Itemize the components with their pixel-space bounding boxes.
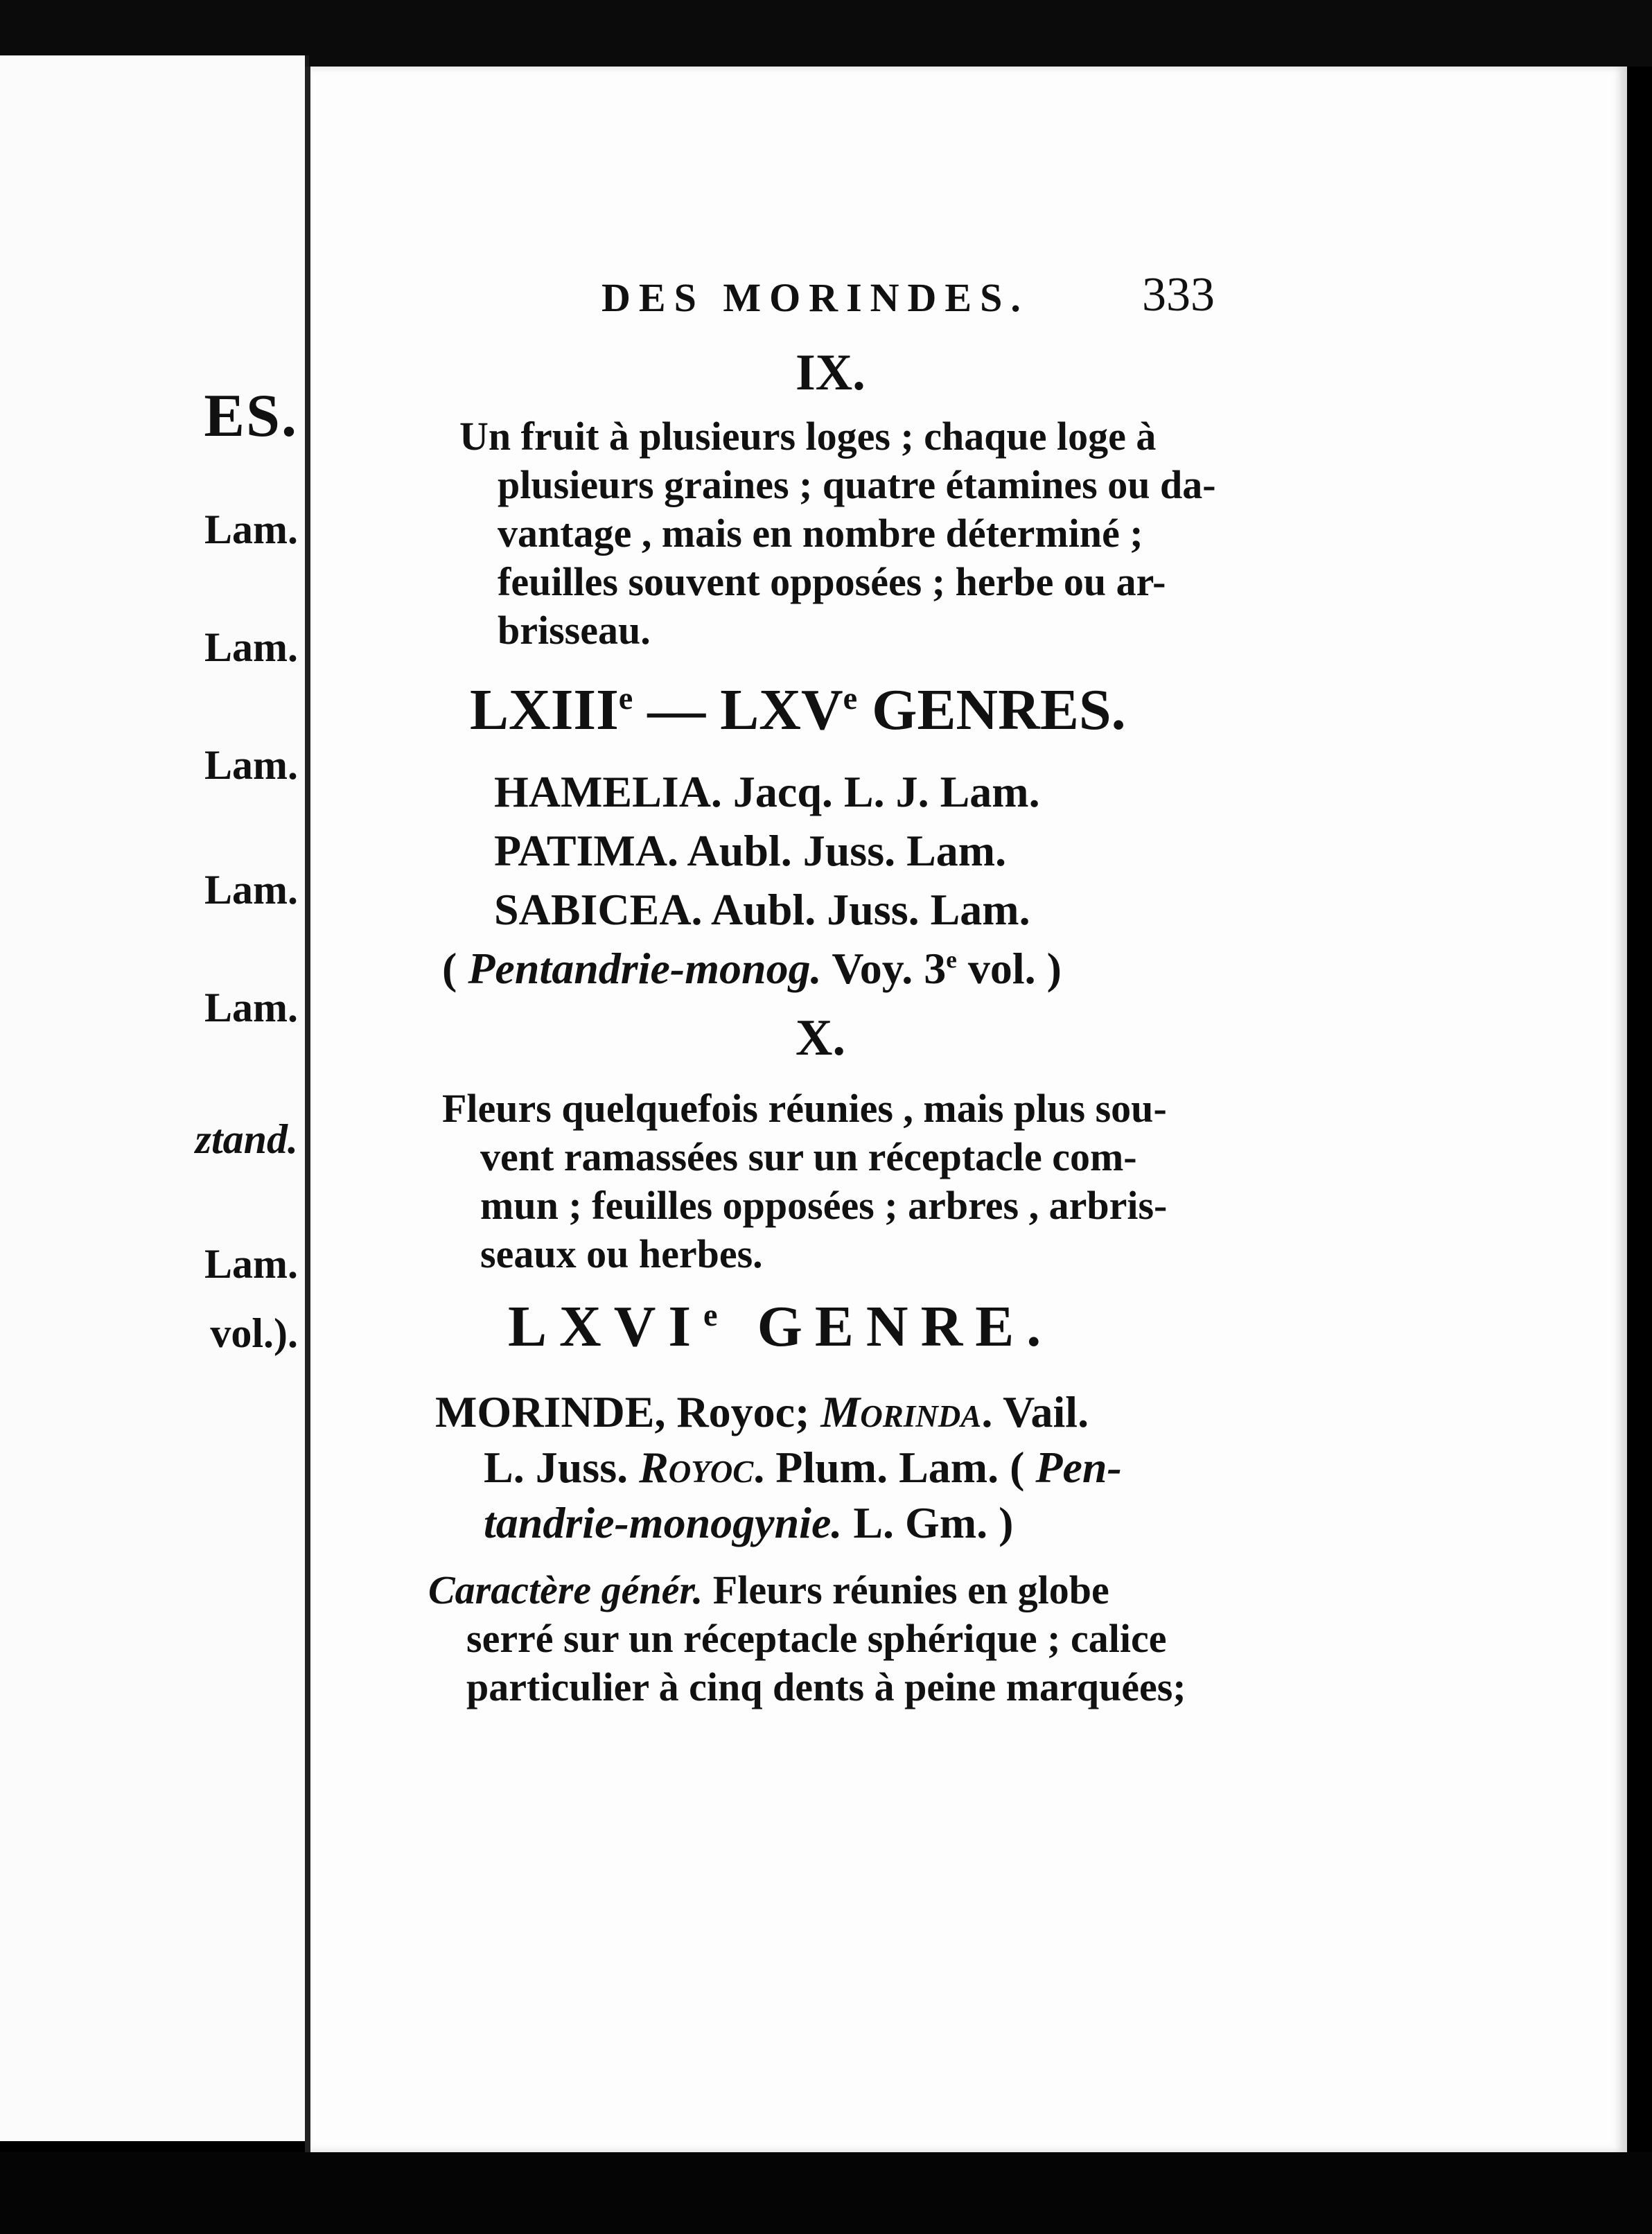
running-header: DES MORINDES. — [601, 275, 1029, 320]
left-page-line: Lam. — [204, 507, 298, 552]
paragraph-line: Fleurs quelquefois réunies , mais plus sou- — [442, 1086, 1167, 1131]
paragraph-line: vantage , mais en nombre déterminé ; — [498, 511, 1143, 556]
paragraph-line: plusieurs graines ; quatre étamines ou da- — [498, 462, 1216, 507]
pentandrie-note: ( Pentandrie-monog. Voy. 3e vol. ) — [442, 944, 1062, 993]
caractere-line: Caractère génér. Fleurs réunies en globe — [428, 1567, 1109, 1612]
genres-title: LXIIIe — LXVe GENRES. — [470, 678, 1126, 742]
paragraph-line: mun ; feuilles opposées ; arbres , arbris- — [480, 1183, 1168, 1228]
genre-title: LXVIe GENRE. — [508, 1294, 1054, 1359]
left-page-line: Lam. — [204, 1241, 298, 1287]
left-page — [0, 55, 309, 2141]
genus-entry: SABICEA. Aubl. Juss. Lam. — [494, 885, 1030, 934]
left-page-line: Lam. — [204, 867, 298, 913]
morinde-line: tandrie-monogynie. L. Gm. ) — [484, 1498, 1014, 1547]
genus-entry: HAMELIA. Jacq. L. J. Lam. — [494, 767, 1040, 816]
paragraph-line: seaux ou herbes. — [480, 1231, 763, 1276]
page-number: 333 — [1142, 268, 1215, 322]
left-page-line: vol.). — [210, 1310, 298, 1356]
right-page — [305, 67, 1627, 2152]
left-page-line: Lam. — [204, 985, 298, 1030]
left-page-line: ztand. — [195, 1116, 298, 1162]
morinde-line: L. Juss. Royoc. Plum. Lam. ( Pen- — [484, 1443, 1122, 1492]
caractere-line: particulier à cinq dents à peine marquées; — [466, 1664, 1186, 1709]
left-page-line: Lam. — [204, 742, 298, 788]
paragraph-line: feuilles souvent opposées ; herbe ou ar- — [498, 559, 1166, 604]
paragraph-line: Un fruit à plusieurs loges ; chaque loge à — [459, 414, 1157, 459]
morinde-line: MORINDE, Royoc; Morinda. Vail. — [435, 1387, 1089, 1436]
caractere-line: serré sur un réceptacle sphérique ; calice — [466, 1616, 1167, 1661]
genus-entry: PATIMA. Aubl. Juss. Lam. — [494, 826, 1007, 875]
left-page-line: Lam. — [204, 624, 298, 670]
left-page-line: ES. — [204, 382, 298, 450]
scan-bottom-border — [0, 2152, 1652, 2234]
section-heading-ix: IX. — [796, 344, 865, 401]
paragraph-line: vent ramassées sur un réceptacle com- — [480, 1134, 1137, 1179]
paragraph-line: brisseau. — [498, 608, 651, 653]
section-heading-x: X. — [796, 1010, 845, 1066]
